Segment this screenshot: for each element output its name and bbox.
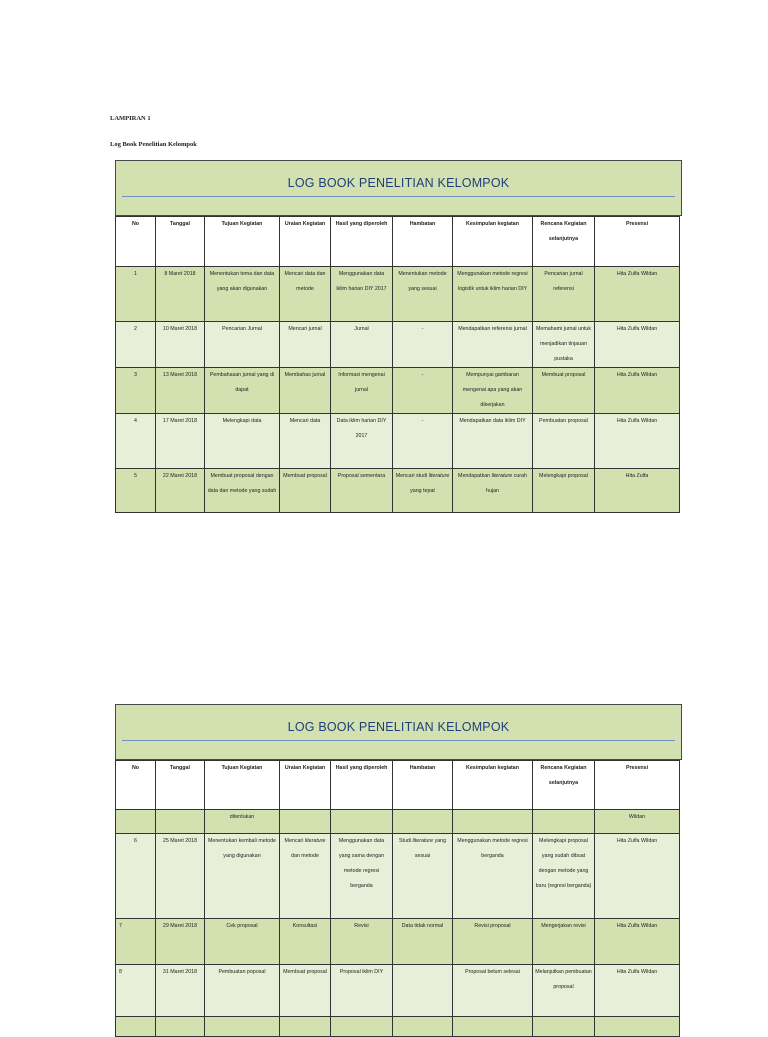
table-row xyxy=(116,965,680,1017)
header-hasil: Hasil yang diperoleh xyxy=(331,217,393,267)
cell-rencana: Pencarian jurnal referensi xyxy=(533,267,595,322)
table-row xyxy=(116,469,680,513)
table-title-bar xyxy=(115,704,682,760)
table-header-row xyxy=(116,217,680,267)
cell-uraian xyxy=(280,810,331,834)
cell-tujuan: Menentukan kembali metode yang digunakan xyxy=(205,834,280,919)
cell-tanggal: 29 Maret 2018 xyxy=(156,919,205,965)
cell-kesimpulan: Mendapatkan data iklim DIY xyxy=(453,414,533,469)
cell-presensi: Hita Zulfa Wildan xyxy=(595,322,680,368)
cell-no: 4 xyxy=(116,414,156,469)
cell-tujuan: Pembuatan poposal xyxy=(205,965,280,1017)
cell-rencana: Membuat proposal xyxy=(533,368,595,414)
header-hambatan: Hambatan xyxy=(393,761,453,810)
header-tanggal: Tanggal xyxy=(156,217,205,267)
header-hasil: Hasil yang diperoleh xyxy=(331,761,393,810)
cell-hambatan: - xyxy=(393,368,453,414)
header-tujuan: Tujuan Kegiatan xyxy=(205,217,280,267)
table-title: LOG BOOK PENELITIAN KELOMPOK xyxy=(287,176,510,190)
header-tanggal: Tanggal xyxy=(156,761,205,810)
cell-tanggal: 31 Maret 2018 xyxy=(156,965,205,1017)
header-uraian: Uraian Kegiatan xyxy=(280,761,331,810)
cell-hambatan: Data tidak normal xyxy=(393,919,453,965)
cell-no: 6 xyxy=(116,834,156,919)
cell-tujuan xyxy=(205,1017,280,1037)
cell-hasil: Jurnal xyxy=(331,322,393,368)
cell-kesimpulan: Revisi proposal xyxy=(453,919,533,965)
cell-rencana: Mengerjakan revisi xyxy=(533,919,595,965)
cell-presensi xyxy=(595,1017,680,1037)
cell-rencana: Memahami jurnal untuk menjadikan tinjauan pustaka xyxy=(533,322,595,368)
cell-tanggal: 8 Maret 2018 xyxy=(156,267,205,322)
logbook-table xyxy=(115,760,680,1037)
cell-hasil xyxy=(331,810,393,834)
table-row xyxy=(116,1017,680,1037)
table-row xyxy=(116,834,680,919)
cell-presensi: Wildan xyxy=(595,810,680,834)
table-title-bar xyxy=(115,160,682,216)
cell-kesimpulan: Mendapatkan referensi jurnal xyxy=(453,322,533,368)
logbook-subtitle: Log Book Penelitian Kelompok xyxy=(110,141,197,148)
cell-hasil: Informasi mengenai jurnal xyxy=(331,368,393,414)
cell-tujuan: ditentukan xyxy=(205,810,280,834)
cell-presensi: Hita Zulfa Wildan xyxy=(595,368,680,414)
cell-hambatan xyxy=(393,965,453,1017)
table-row xyxy=(116,368,680,414)
cell-tujuan: Pencarian Jurnal xyxy=(205,322,280,368)
cell-no xyxy=(116,810,156,834)
table-row xyxy=(116,267,680,322)
cell-rencana: Pembuatan proposal xyxy=(533,414,595,469)
cell-kesimpulan: Menggunakan metode regresi logistik untuk iklim harian DIY xyxy=(453,267,533,322)
cell-hambatan xyxy=(393,810,453,834)
cell-presensi: Hita Zulfa xyxy=(595,469,680,513)
cell-no: 8 xyxy=(116,965,156,1017)
cell-rencana xyxy=(533,810,595,834)
logbook-table-page1 xyxy=(115,160,679,513)
cell-no: 7 xyxy=(116,919,156,965)
cell-presensi: Hita Zulfa Wildan xyxy=(595,834,680,919)
cell-hambatan xyxy=(393,1017,453,1037)
cell-tujuan: Melengkapi data xyxy=(205,414,280,469)
cell-uraian: Mencari data dan metode xyxy=(280,267,331,322)
table-title: LOG BOOK PENELITIAN KELOMPOK xyxy=(287,720,510,734)
cell-uraian xyxy=(280,1017,331,1037)
cell-tanggal: 10 Maret 2018 xyxy=(156,322,205,368)
cell-no: 5 xyxy=(116,469,156,513)
cell-uraian: Konsultasi xyxy=(280,919,331,965)
cell-kesimpulan: Menggunakan metode regresi berganda xyxy=(453,834,533,919)
cell-tanggal: 25 Maret 2018 xyxy=(156,834,205,919)
cell-tanggal xyxy=(156,810,205,834)
title-underline xyxy=(122,740,675,741)
cell-uraian: Mencari literature dan metode xyxy=(280,834,331,919)
header-kesimpulan: Kesimpulan kegiatan xyxy=(453,217,533,267)
cell-tanggal: 22 Maret 2018 xyxy=(156,469,205,513)
cell-kesimpulan: Mendapatkan literature curah hujan xyxy=(453,469,533,513)
cell-no: 1 xyxy=(116,267,156,322)
logbook-table xyxy=(115,216,680,513)
header-presensi: Presensi xyxy=(595,761,680,810)
cell-hambatan: - xyxy=(393,322,453,368)
cell-no xyxy=(116,1017,156,1037)
table-row xyxy=(116,414,680,469)
header-no: No xyxy=(116,761,156,810)
lampiran-heading: LAMPIRAN 1 xyxy=(110,115,151,122)
cell-hasil: Revisi xyxy=(331,919,393,965)
title-underline xyxy=(122,196,675,197)
logbook-table-page2 xyxy=(115,704,679,1037)
cell-kesimpulan: Mempunyai gambaran mengenai apa yang akan dikerjakan xyxy=(453,368,533,414)
cell-presensi: Hita Zulfa Wildan xyxy=(595,919,680,965)
cell-no: 3 xyxy=(116,368,156,414)
cell-tujuan: Cek proposal xyxy=(205,919,280,965)
header-kesimpulan: Kesimpulan kegiatan xyxy=(453,761,533,810)
cell-uraian: Membuat proposal xyxy=(280,469,331,513)
cell-uraian: Mencari data xyxy=(280,414,331,469)
cell-tanggal xyxy=(156,1017,205,1037)
cell-hasil: Data iklim harian DIY 2017 xyxy=(331,414,393,469)
cell-hasil: Menggunakan data yang sama dengan metode regresi berganda xyxy=(331,834,393,919)
cell-tujuan: Membuat proposal dengan data dan metode yang sudah xyxy=(205,469,280,513)
cell-presensi: Hita Zulfa Wildan xyxy=(595,965,680,1017)
cell-hasil: Proposal iklim DIY xyxy=(331,965,393,1017)
cell-hambatan: Studi literature yang sesuai xyxy=(393,834,453,919)
cell-tujuan: Pembahasan jurnal yang di dapat xyxy=(205,368,280,414)
cell-kesimpulan: Proposal belum selesai xyxy=(453,965,533,1017)
cell-presensi: Hita Zulfa Wildan xyxy=(595,267,680,322)
cell-tujuan: Menentukan tema dan data yang akan digunakan xyxy=(205,267,280,322)
cell-tanggal: 17 Maret 2018 xyxy=(156,414,205,469)
table-row xyxy=(116,810,680,834)
cell-hasil xyxy=(331,1017,393,1037)
cell-uraian: Mencari jurnal xyxy=(280,322,331,368)
table-row xyxy=(116,322,680,368)
header-uraian: Uraian Kegiatan xyxy=(280,217,331,267)
cell-hambatan: Mencari studi literature yang tepat xyxy=(393,469,453,513)
table-row xyxy=(116,919,680,965)
cell-rencana: Melengkapi proposal xyxy=(533,469,595,513)
header-rencana: Rencana Kegiatan selanjutnya xyxy=(533,761,595,810)
header-tujuan: Tujuan Kegiatan xyxy=(205,761,280,810)
table-header-row xyxy=(116,761,680,810)
cell-hasil: Proposal sementara xyxy=(331,469,393,513)
cell-rencana xyxy=(533,1017,595,1037)
header-rencana: Rencana Kegiatan selanjutnya xyxy=(533,217,595,267)
cell-kesimpulan xyxy=(453,1017,533,1037)
cell-uraian: Membahas jurnal xyxy=(280,368,331,414)
cell-no: 2 xyxy=(116,322,156,368)
cell-rencana: Melengkapi proposal yang sudah dibuat dengan metode yang baru (regresi berganda) xyxy=(533,834,595,919)
cell-tanggal: 13 Maret 2018 xyxy=(156,368,205,414)
cell-presensi: Hita Zulfa Wildan xyxy=(595,414,680,469)
cell-hambatan: - xyxy=(393,414,453,469)
cell-hambatan: Menentukan metode yang sesuai xyxy=(393,267,453,322)
header-no: No xyxy=(116,217,156,267)
cell-hasil: Menggunakan data iklim harian DIY 2017 xyxy=(331,267,393,322)
cell-rencana: Melanjutkan pembuatan proposal xyxy=(533,965,595,1017)
cell-kesimpulan xyxy=(453,810,533,834)
header-hambatan: Hambatan xyxy=(393,217,453,267)
header-presensi: Presensi xyxy=(595,217,680,267)
cell-uraian: Membuat proposal xyxy=(280,965,331,1017)
